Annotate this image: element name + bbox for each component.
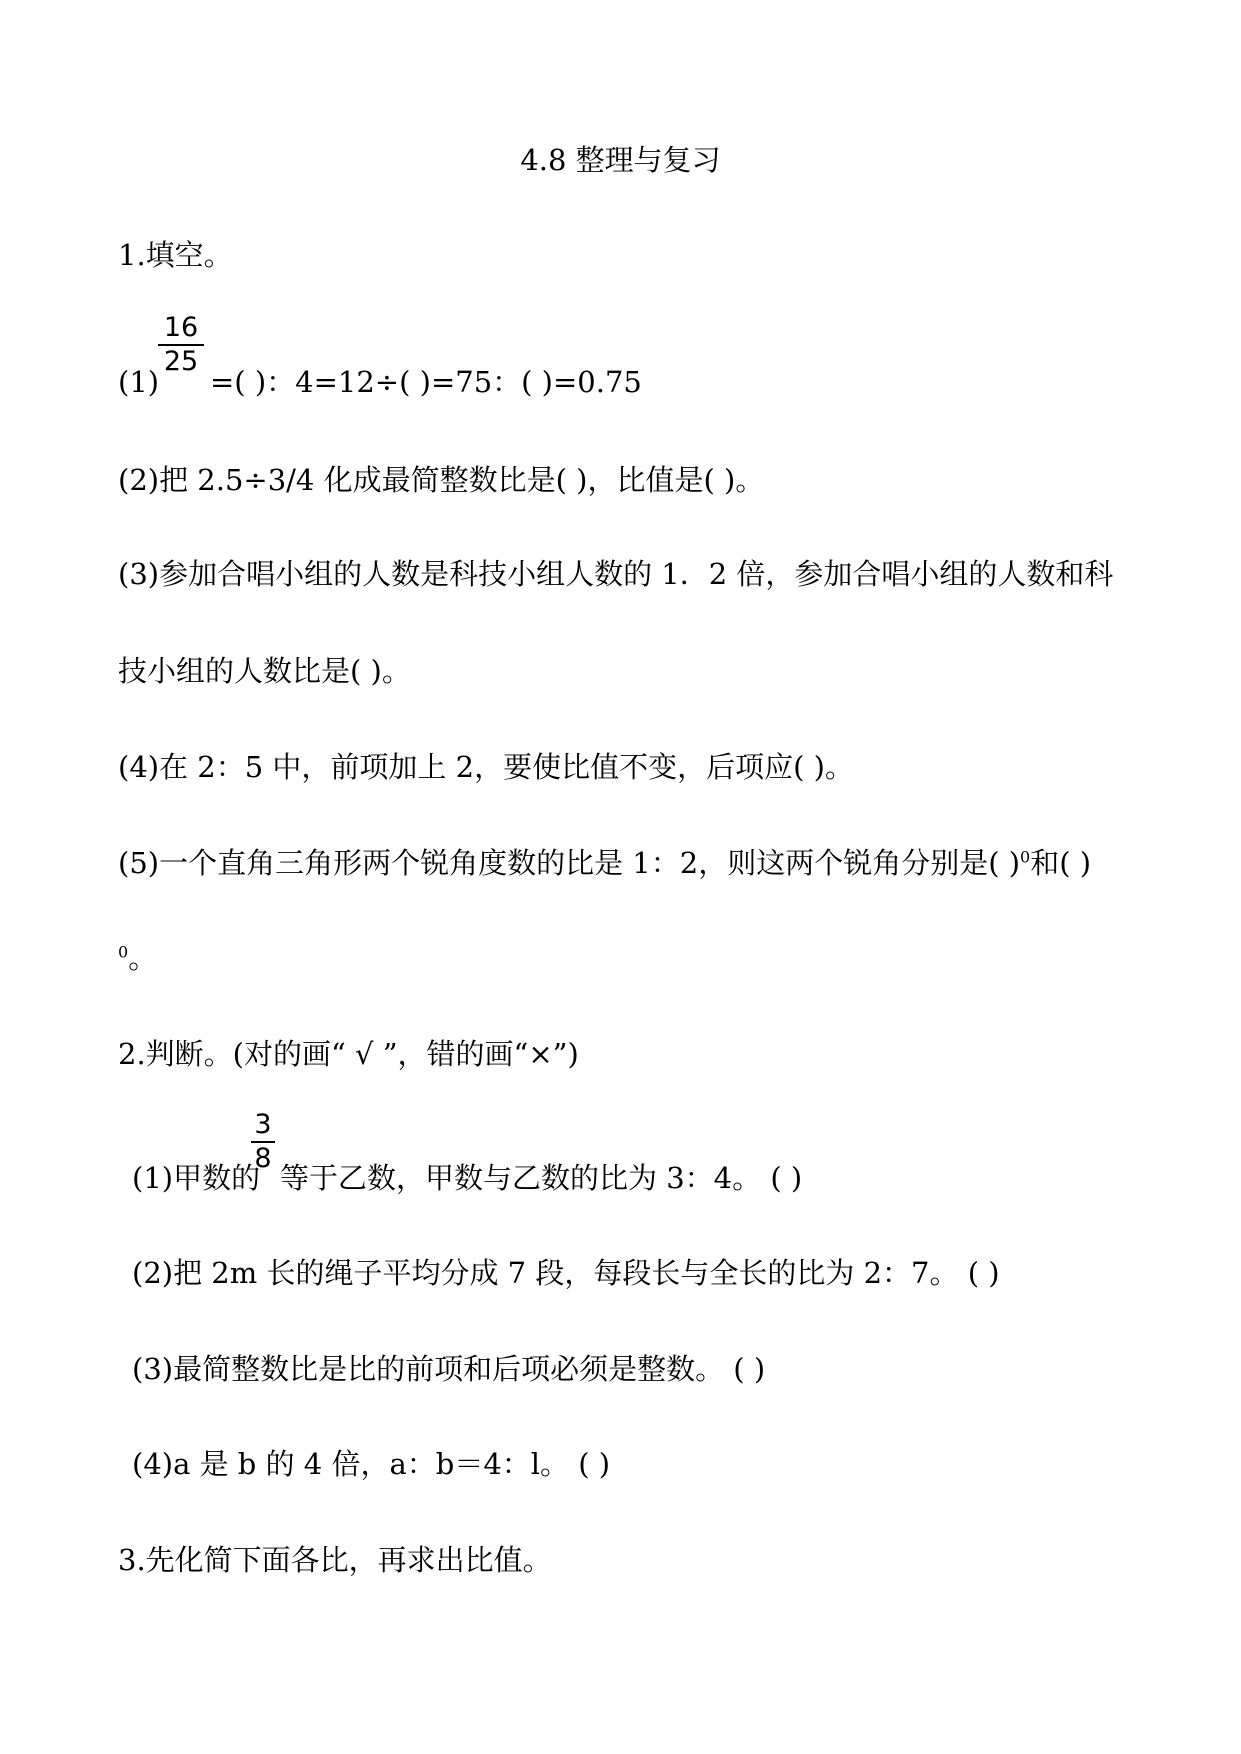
section2-heading: 2.判断。(对的画“ √ ”，错的画“×”) [118, 1037, 579, 1071]
s1-q5-text-c: 。 [128, 941, 158, 975]
s2-q4: (4)a 是 b 的 4 倍，a：b＝4：l。 ( ) [132, 1447, 611, 1481]
fraction-numerator: 3 [254, 1109, 272, 1140]
s1-q3-line2: 技小组的人数比是( )。 [118, 654, 411, 688]
s2-q3: (3)最简整数比是比的前项和后项必须是整数。 ( ) [132, 1352, 766, 1386]
s2-q1-prefix: (1)甲数的 [132, 1161, 261, 1195]
fraction-denominator: 8 [254, 1143, 272, 1174]
s1-q3-line1: (3)参加合唱小组的人数是科技小组人数的 1．2 倍，参加合唱小组的人数和科 [118, 557, 1114, 591]
s2-q1-fraction [251, 1110, 275, 1174]
degree-superscript: 0 [1020, 847, 1031, 867]
section3-heading: 3.先化简下面各比，再求出比值。 [118, 1543, 552, 1577]
fraction-denominator: 25 [163, 346, 199, 377]
s2-q1-text: 等于乙数，甲数与乙数的比为 3：4。 ( ) [280, 1161, 803, 1195]
s1-q2: (2)把 2.5÷3/4 化成最简整数比是( )，比值是( )。 [118, 463, 765, 497]
s1-q1-text: =( )：4=12÷( )=75：( )=0.75 [210, 365, 642, 399]
s1-q4: (4)在 2：5 中，前项加上 2，要使比值不变，后项应( )。 [118, 750, 854, 784]
s2-q2: (2)把 2m 长的绳子平均分成 7 段，每段长与全长的比为 2：7。 ( ) [132, 1256, 1000, 1290]
s1-q5-line1 [118, 845, 1091, 881]
section1-heading: 1.填空。 [118, 238, 233, 272]
fraction-numerator: 16 [163, 312, 199, 343]
s1-q1-prefix: (1) [118, 365, 160, 399]
s1-q5-text-b: 和( ) [1030, 846, 1092, 880]
s1-q5-text-a: (5)一个直角三角形两个锐角度数的比是 1：2，则这两个锐角分别是( ) [118, 846, 1021, 880]
page-title: 4.8 整理与复习 [520, 143, 721, 177]
s1-q5-line2 [118, 940, 157, 976]
degree-superscript: 0 [118, 942, 129, 962]
s1-q1-fraction [158, 313, 204, 377]
